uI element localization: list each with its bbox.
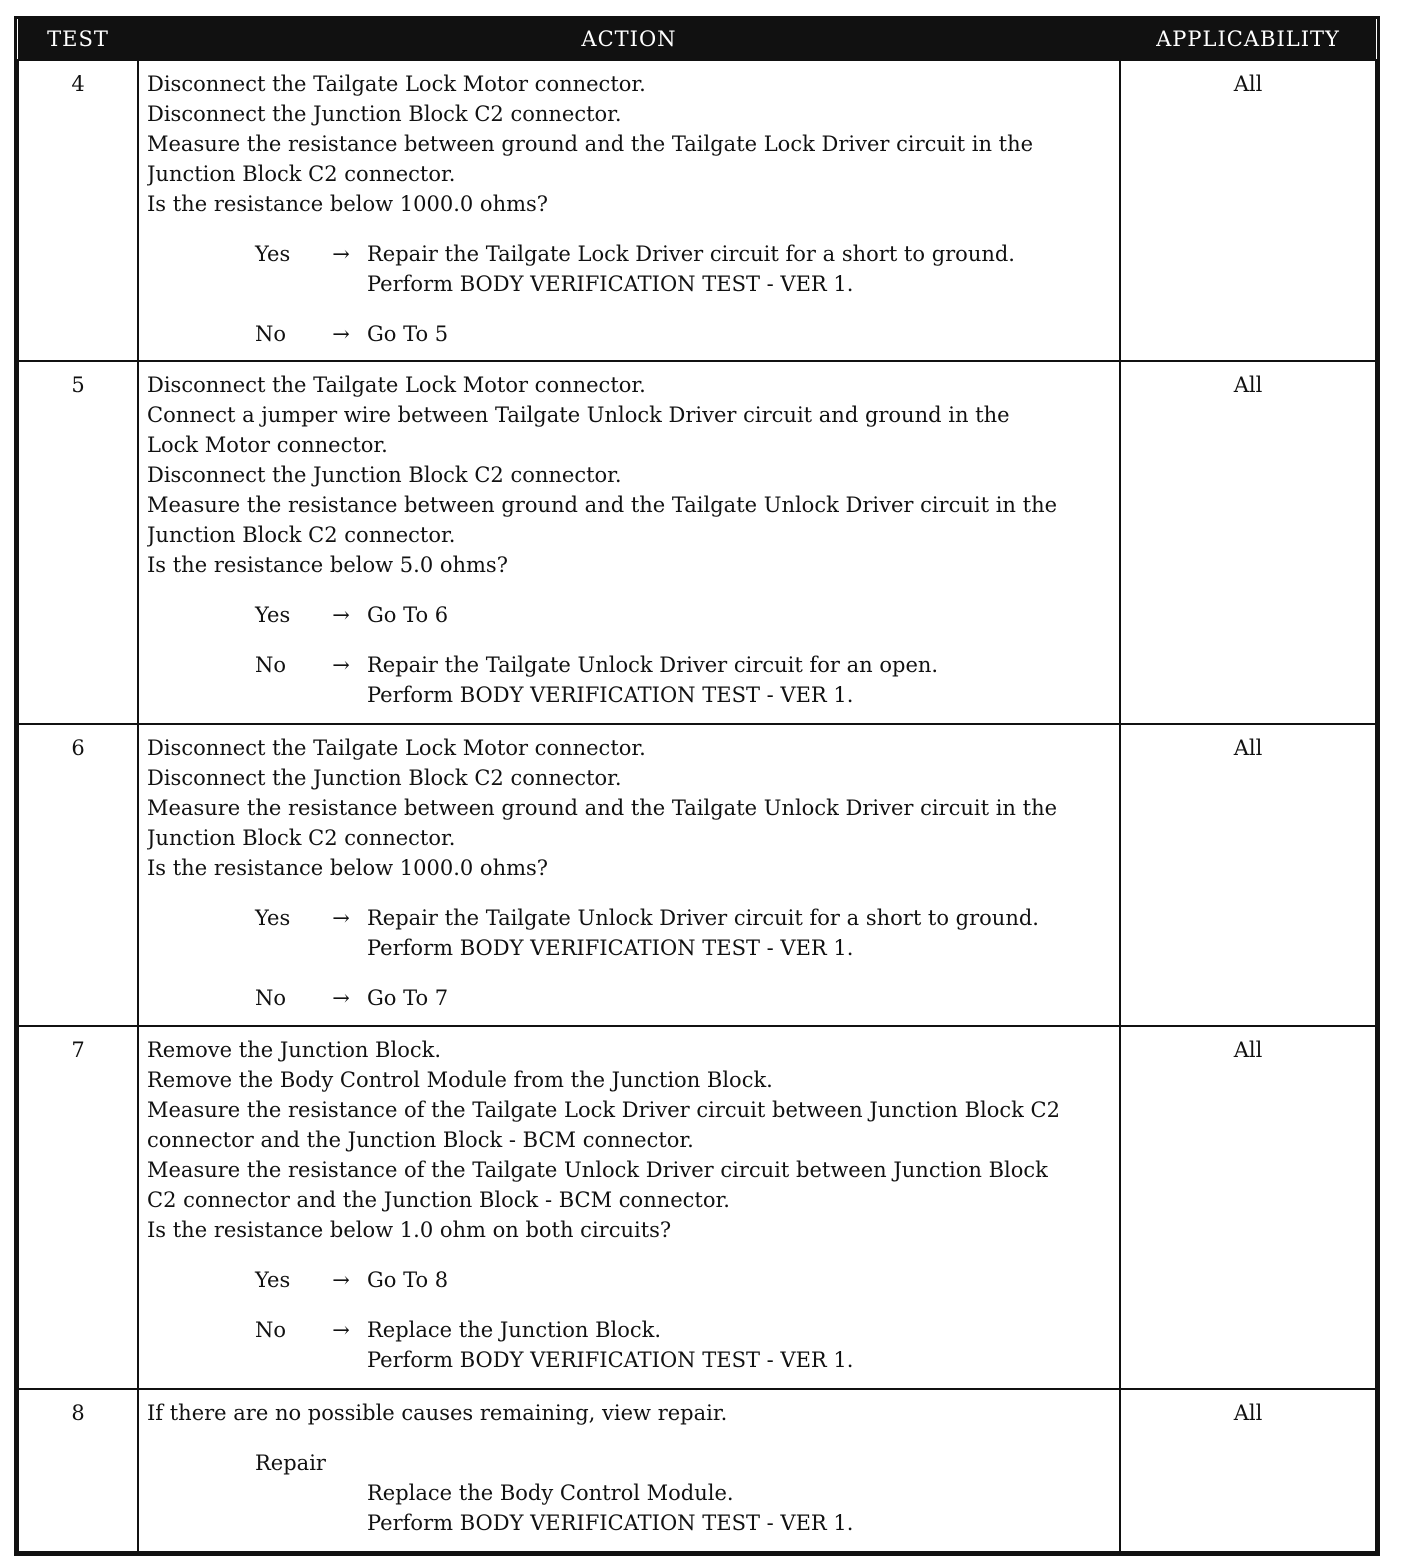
no-label: No bbox=[255, 322, 287, 346]
applicability-value: All bbox=[1120, 1026, 1376, 1389]
outcome-line: Go To 5 bbox=[367, 322, 449, 346]
action-line: Disconnect the Tailgate Lock Motor connector. bbox=[147, 72, 646, 96]
no-label: No bbox=[255, 1318, 287, 1342]
arrow-right-icon: → bbox=[332, 653, 350, 677]
arrow-right-icon: → bbox=[332, 322, 350, 346]
arrow-right-icon: → bbox=[332, 1268, 350, 1292]
header-applicability: APPLICABILITY bbox=[1120, 19, 1376, 60]
no-outcome bbox=[147, 650, 1115, 710]
action-cell bbox=[138, 60, 1120, 361]
action-line: If there are no possible causes remaining, view repair. bbox=[147, 1401, 728, 1425]
repair-line: Perform BODY VERIFICATION TEST - VER 1. bbox=[367, 1511, 854, 1535]
diagnostic-table-frame bbox=[14, 16, 1380, 1556]
table-row bbox=[18, 724, 1376, 1026]
table-row bbox=[18, 1389, 1376, 1552]
action-cell bbox=[138, 1026, 1120, 1389]
no-outcome bbox=[147, 983, 1115, 1013]
repair-line: Replace the Body Control Module. bbox=[367, 1481, 734, 1505]
action-line: Disconnect the Tailgate Lock Motor connector. bbox=[147, 736, 646, 760]
action-line: Is the resistance below 1000.0 ohms? bbox=[147, 192, 549, 216]
outcome-line: Perform BODY VERIFICATION TEST - VER 1. bbox=[367, 936, 854, 960]
arrow-right-icon: → bbox=[332, 1318, 350, 1342]
test-number: 4 bbox=[18, 60, 138, 361]
yes-outcome bbox=[147, 1265, 1115, 1295]
arrow-right-icon: → bbox=[332, 603, 350, 627]
outcome-line: Perform BODY VERIFICATION TEST - VER 1. bbox=[367, 1348, 854, 1372]
outcome-line: Go To 7 bbox=[367, 986, 449, 1010]
header-action: ACTION bbox=[138, 19, 1120, 60]
action-cell bbox=[138, 1389, 1120, 1552]
no-outcome bbox=[147, 319, 1115, 349]
outcome-line: Replace the Junction Block. bbox=[367, 1318, 662, 1342]
arrow-right-icon: → bbox=[332, 242, 350, 266]
action-line: Measure the resistance between ground and the Tailgate Unlock Driver circuit in the bbox=[147, 796, 1058, 820]
action-line: Is the resistance below 5.0 ohms? bbox=[147, 553, 508, 577]
no-label: No bbox=[255, 653, 287, 677]
table-row bbox=[18, 1026, 1376, 1389]
action-line: Disconnect the Tailgate Lock Motor connector. bbox=[147, 373, 646, 397]
action-line: Measure the resistance of the Tailgate Lock Driver circuit between Junction Block C2 bbox=[147, 1098, 1060, 1122]
action-line: C2 connector and the Junction Block - BCM connector. bbox=[147, 1188, 730, 1212]
applicability-value: All bbox=[1120, 724, 1376, 1026]
action-line: Measure the resistance between ground and the Tailgate Lock Driver circuit in the bbox=[147, 132, 1034, 156]
action-line: Measure the resistance of the Tailgate Unlock Driver circuit between Junction Block bbox=[147, 1158, 1048, 1182]
arrow-right-icon: → bbox=[332, 986, 350, 1010]
table-row bbox=[18, 60, 1376, 361]
yes-label: Yes bbox=[255, 603, 291, 627]
action-line: Disconnect the Junction Block C2 connector. bbox=[147, 463, 622, 487]
outcome-line: Perform BODY VERIFICATION TEST - VER 1. bbox=[367, 683, 854, 707]
yes-label: Yes bbox=[255, 1268, 291, 1292]
outcome-line: Repair the Tailgate Lock Driver circuit for a short to ground. bbox=[367, 242, 1015, 266]
outcome-line: Go To 6 bbox=[367, 603, 449, 627]
test-number: 5 bbox=[18, 361, 138, 724]
applicability-value: All bbox=[1120, 361, 1376, 724]
action-line: Disconnect the Junction Block C2 connector. bbox=[147, 766, 622, 790]
yes-outcome bbox=[147, 239, 1115, 299]
applicability-value: All bbox=[1120, 60, 1376, 361]
action-line: Measure the resistance between ground and the Tailgate Unlock Driver circuit in the bbox=[147, 493, 1058, 517]
action-line: Remove the Junction Block. bbox=[147, 1038, 442, 1062]
action-line: Connect a jumper wire between Tailgate Unlock Driver circuit and ground in the bbox=[147, 403, 1010, 427]
outcome-line: Go To 8 bbox=[367, 1268, 449, 1292]
no-label: No bbox=[255, 986, 287, 1010]
yes-outcome bbox=[147, 903, 1115, 963]
action-line: Remove the Body Control Module from the Junction Block. bbox=[147, 1068, 773, 1092]
action-line: connector and the Junction Block - BCM connector. bbox=[147, 1128, 694, 1152]
action-cell bbox=[138, 361, 1120, 724]
yes-label: Yes bbox=[255, 242, 291, 266]
action-cell bbox=[138, 724, 1120, 1026]
table-header-row bbox=[18, 19, 1376, 60]
action-line: Is the resistance below 1.0 ohm on both circuits? bbox=[147, 1218, 672, 1242]
outcome-line: Perform BODY VERIFICATION TEST - VER 1. bbox=[367, 272, 854, 296]
arrow-right-icon: → bbox=[332, 906, 350, 930]
yes-outcome bbox=[147, 600, 1115, 630]
action-line: Junction Block C2 connector. bbox=[147, 162, 456, 186]
action-line: Junction Block C2 connector. bbox=[147, 826, 456, 850]
diagnostic-table bbox=[17, 19, 1377, 1553]
repair-label: Repair bbox=[255, 1451, 326, 1475]
action-line: Junction Block C2 connector. bbox=[147, 523, 456, 547]
test-number: 7 bbox=[18, 1026, 138, 1389]
table-row bbox=[18, 361, 1376, 724]
action-line: Disconnect the Junction Block C2 connector. bbox=[147, 102, 622, 126]
outcome-line: Repair the Tailgate Unlock Driver circuit for a short to ground. bbox=[367, 906, 1039, 930]
test-number: 8 bbox=[18, 1389, 138, 1552]
repair-block bbox=[147, 1448, 1115, 1538]
yes-label: Yes bbox=[255, 906, 291, 930]
no-outcome bbox=[147, 1315, 1115, 1375]
action-line: Is the resistance below 1000.0 ohms? bbox=[147, 856, 549, 880]
outcome-line: Repair the Tailgate Unlock Driver circuit for an open. bbox=[367, 653, 939, 677]
test-number: 6 bbox=[18, 724, 138, 1026]
header-test: TEST bbox=[18, 19, 138, 60]
applicability-value: All bbox=[1120, 1389, 1376, 1552]
action-line: Lock Motor connector. bbox=[147, 433, 388, 457]
